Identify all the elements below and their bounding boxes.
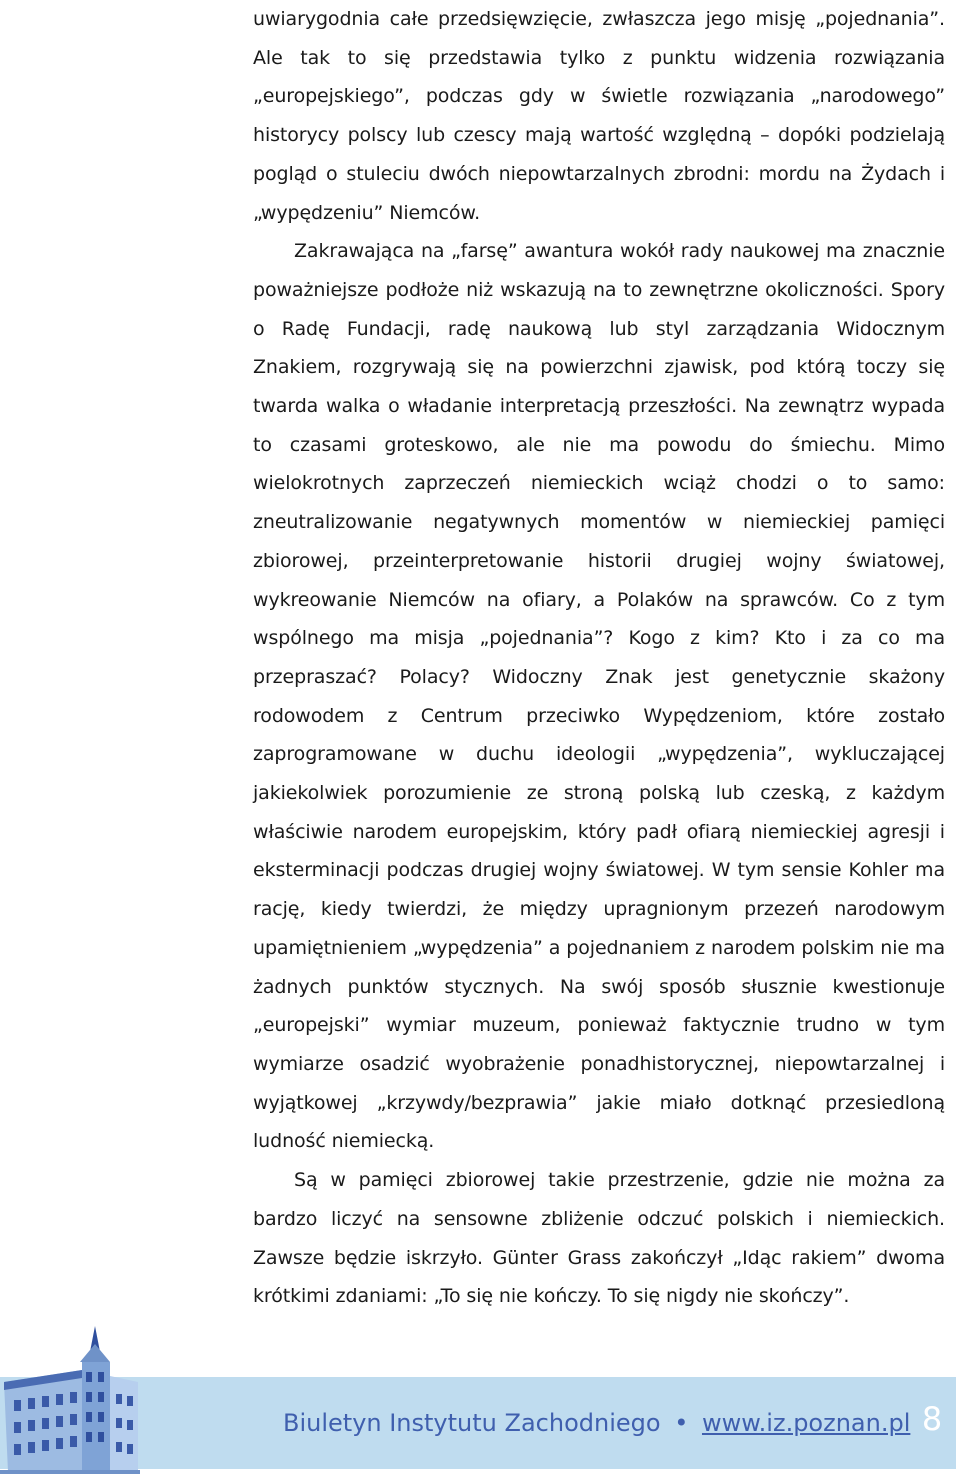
paragraph-1: uwiarygodnia całe przedsięwzięcie, zwłaszcza jego misję „pojednania”. Ale tak to się przedstawia tylko z punktu widzenia rozwiązania „europejskiego”, podczas gdy w świetle rozwiązania „narodowego” historycy polscy lub czescy mają wartość względną – dopóki podzielają pogląd o stuleciu dwóch niepowtarzalnych zbrodni: mordu na Żydach i „wypędzeniu” Niemców. xyxy=(253,8,945,224)
paragraph-2: Zakrawająca na „farsę” awantura wokół rady naukowej ma znacznie poważniejsze podłoże niż wskazują na to zewnętrzne okoliczności. Spory o Radę Fundacji, radę naukową lub styl zarządzania Widocznym Znakiem, rozgrywają się na powierzchni zjawisk, pod którą toczy się twarda walka o władanie interpretacją przeszłości. Na zewnątrz wypada to czasami groteskowo, ale nie ma powodu do śmiechu. Mimo wielokrotnych zaprzeczeń niemieckich wciąż chodzi o to samo: zneutralizowanie negatywnych momentów w niemieckiej pamięci zbiorowej, przeinterpretowanie historii drugiej wojny światowej, wykreowanie Niemców na ofiary, a Polaków na sprawców. Co z tym wspólnego ma misja „pojednania”? Kogo z kim? Kto i za co ma przepraszać? Polacy? Widoczny Znak jest genetycznie skażony rodowodem z Centrum przeciwko Wypędzeniom, które zostało zaprogramowane w duchu ideologii „wypędzenia”, wykluczającej jakiekolwiek porozumienie ze stroną polską lub czeską, z każdym właściwie narodem europejskim, który padł ofiarą niemieckiej agresji i eksterminacji podczas drugiej wojny światowej. W tym sensie Kohler ma rację, kiedy twierdzi, że między upragnionym przezeń narodowym upamiętnieniem „wypędzenia” a pojednaniem z narodem polskim nie ma żadnych punktów stycznych. Na swój sposób słusznie kwestionuje „europejski” wymiar muzeum, ponieważ faktycznie trudno w tym wymiarze osadzić wyobrażenie ponadhistorycznej, niepowtarzalnej i wyjątkowej „krzywdy/bezprawia” jakie miało dotknąć przesiedloną ludność niemiecką. xyxy=(253,240,945,1153)
footer-separator: • xyxy=(674,1409,689,1437)
footer-website-link[interactable]: www.iz.poznan.pl xyxy=(701,1409,911,1437)
institute-building-logo-icon xyxy=(0,1322,140,1482)
page-number: 8 xyxy=(921,1400,943,1438)
footer-title: Biuletyn Instytutu Zachodniego xyxy=(283,1409,661,1437)
body-text xyxy=(253,0,945,1316)
footer-publication xyxy=(283,1403,910,1443)
paragraph-3: Są w pamięci zbiorowej takie przestrzenie, gdzie nie można za bardzo liczyć na sensowne zbliżenie odczuć polskich i niemieckich. Zawsze będzie iskrzyło. Günter Grass zakończył „Idąc rakiem” dwoma krótkimi zdaniami: „To się nie kończy. To się nigdy nie skończy”. xyxy=(253,1169,945,1308)
